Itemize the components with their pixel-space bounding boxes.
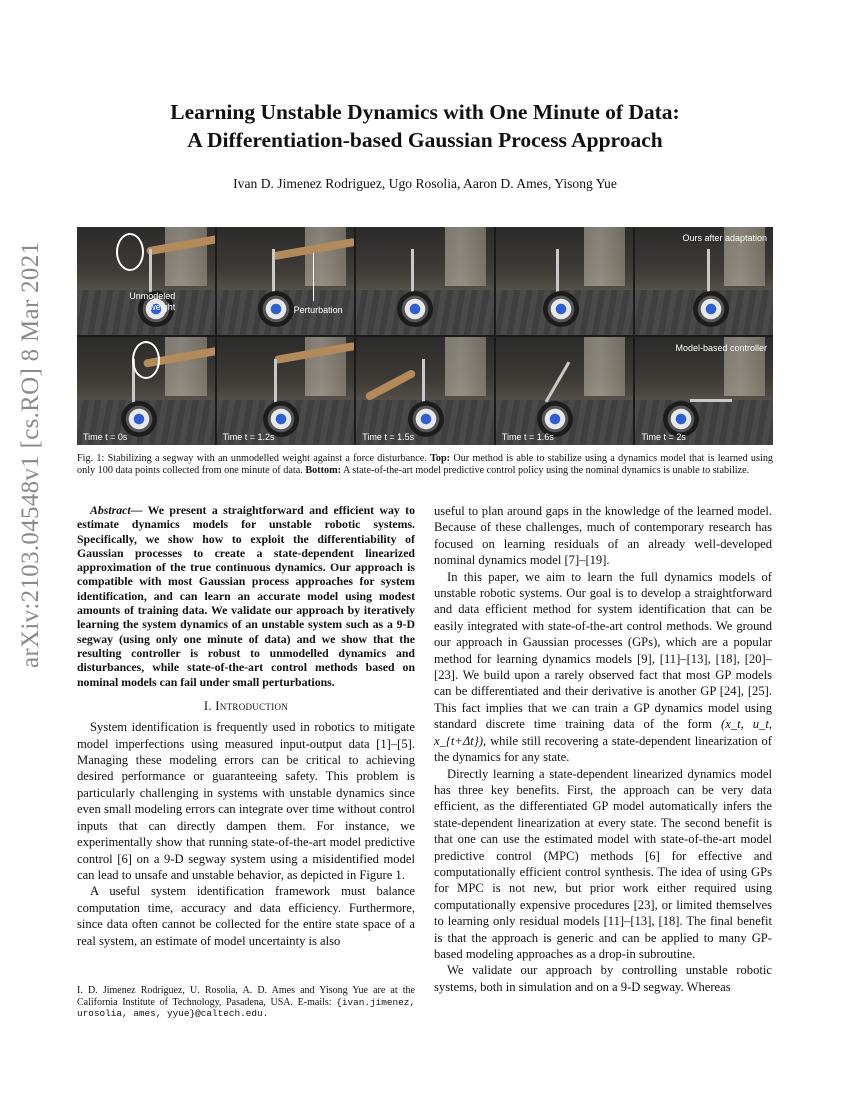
unmodeled-weight-label: Unmodeled weight xyxy=(129,291,176,312)
ours-after-adaptation-label: Ours after adaptation xyxy=(682,233,767,243)
abstract-text: — We present a straightforward and efficient way to estimate dynamics models for unstable robotic systems. Specifically, we show how to exploit the differentiability of Gaussian processes to create a state-dependent linearized approximation of the true continuous dynamics. Our approach is compatible with most Gaussian process approaches for system identification, and can learn an accurate model using modest amounts of training data. We validate our approach by iteratively learning the system dynamics of an unstable system such as a 9-D segway (using only one minute of data) and we show that the resulting controller is robust to unmodelled dynamics and disturbances, while state-of-the-art control methods based on nominal models can fail under small perturbations. xyxy=(77,503,415,689)
title-line-2: A Differentiation-based Gaussian Process Approach xyxy=(187,128,663,152)
figure-caption xyxy=(77,453,773,478)
intro-paragraph-1: System identification is frequently used in robotics to mitigate model imperfections using measured input-output data [1]–[5]. Managing these modeling errors can be critical to achieving desired performance or guaranteeing safety. This problem is particularly challenging in systems with unstable dynamics since even small modeling errors can integrate over time without control inputs that can directly dampen them. For instance, we experimentally show that running state-of-the-art model predictive control [6] on a 9-D segway system using a misidentified model can lead to unsafe and unstable behavior, as depicted in Figure 1. xyxy=(77,720,415,882)
caption-bottom-label: Bottom: xyxy=(305,465,341,477)
arxiv-identifier: arXiv:2103.04548v1 [cs.RO] 8 Mar 2021 xyxy=(17,241,44,668)
figure-panel-top-4 xyxy=(496,227,634,335)
section-heading-introduction: I. Introduction xyxy=(203,698,289,713)
caption-fig-number: Fig. 1: xyxy=(77,453,105,464)
time-label-3: Time t = 1.6s xyxy=(501,432,554,442)
time-label-4: Time t = 2s xyxy=(641,432,686,442)
figure-panel-bottom-5 xyxy=(635,337,773,445)
figure-panel-bottom-4 xyxy=(496,337,634,445)
paper-title xyxy=(100,98,750,154)
footnote-text: I. D. Jimenez Rodriguez, U. Rosolia, A. D. Ames and Yisong Yue are at the California Institute of Technology, Pasadena, USA. E-mails: xyxy=(77,985,415,1008)
figure-panel-bottom-1 xyxy=(77,337,215,445)
time-label-0: Time t = 0s xyxy=(83,432,128,442)
perturbation-label: Perturbation xyxy=(293,305,343,315)
figure-1-image-grid xyxy=(77,227,773,445)
figure-panel-top-1 xyxy=(77,227,215,335)
time-label-1: Time t = 1.2s xyxy=(222,432,275,442)
right-column xyxy=(434,503,772,995)
abstract-lead: Abstract xyxy=(90,503,131,517)
figure-panel-bottom-2 xyxy=(217,337,355,445)
caption-text-1: Stabilizing a segway with an unmodelled weight against a force disturbance. xyxy=(107,453,427,464)
right-paragraph-3: Directly learning a state-dependent linearized dynamics model has three key benefits. First, the approach can be very data efficient, as the differentiated GP model automatically infers the state-dependent linearization at every state. The second benefit is that one can use the estimated model with state-of-the-art model predictive control (MPC) methods [6] for effective and computationally efficient control synthesis. The idea of using GPs for MPC is not new, but prior work either required using computationally expensive procedures [23], or limited themselves to learning only residual models [11]–[13], [18]. The final benefit is that the approach is generic and can be applied to many GP-based modeling approaches as a drop-in subroutine. xyxy=(434,766,772,961)
right-paragraph-2: In this paper, we aim to learn the full dynamics models of unstable robotic systems. Our goal is to develop a straightforward and data efficient method for system identification that can be easily integrated with state-of-the-art control methods. We ground our approach in Gaussian processes (GPs), which are a popular method for learning dynamics models [9], [11]–[13], [18], [20]–[23]. We build upon a rarely observed fact that most GP models can be differentiated and their derivative is another GP [24], [25]. This fact implies that we can train a GP dynamics model using standard discrete time training data of the form (x_t, u_t, x_{t+Δt}), while still recovering a state-dependent linearization of the dynamics for any state. xyxy=(434,569,773,765)
caption-top-label: Top: xyxy=(430,453,451,464)
intro-paragraph-2: A useful system identification framework must balance computation time, accuracy and data efficiency. Furthermore, since data often cannot be collected for the entire state space of a real system, an estimate of model uncertainty is also xyxy=(77,884,415,948)
left-column xyxy=(77,503,415,949)
figure-panel-top-5 xyxy=(635,227,773,335)
unmodeled-weight-marker xyxy=(116,233,144,271)
figure-panel-bottom-3 xyxy=(356,337,494,445)
figure-panel-top-3 xyxy=(356,227,494,335)
footnote-emails: {ivan.jimenez, urosolia, ames, yyue}@caltech.edu. xyxy=(77,996,415,1020)
training-data-formula: (x_t, u_t, x_{t+Δt}), xyxy=(434,717,773,748)
caption-text-3: A state-of-the-art model predictive control policy using the nominal dynamics is unable to stabilize. xyxy=(342,465,750,477)
time-label-2: Time t = 1.5s xyxy=(362,432,415,442)
title-line-1: Learning Unstable Dynamics with One Minute of Data: xyxy=(170,100,680,124)
right-paragraph-4: We validate our approach by controlling unstable robotic systems, both in simulation and on a 9-D segway. Whereas xyxy=(434,963,772,994)
model-based-controller-label: Model-based controller xyxy=(675,343,767,353)
caption-text-2: Our method is able to stabilize using a dynamics model that is learned using only 100 data points collected from one minute of data. xyxy=(77,453,774,477)
figure-panel-top-2 xyxy=(217,227,355,335)
right-paragraph-1: useful to plan around gaps in the knowledge of the learned model. Because of these challenges, much of contemporary research has focused on learning residuals of an already well-developed nominal dynamics model [7]–[19]. xyxy=(434,504,772,568)
author-affiliation-footnote xyxy=(77,985,415,1020)
abstract xyxy=(77,503,415,689)
author-list: Ivan D. Jimenez Rodriguez, Ugo Rosolia, Aaron D. Ames, Yisong Yue xyxy=(233,176,617,191)
